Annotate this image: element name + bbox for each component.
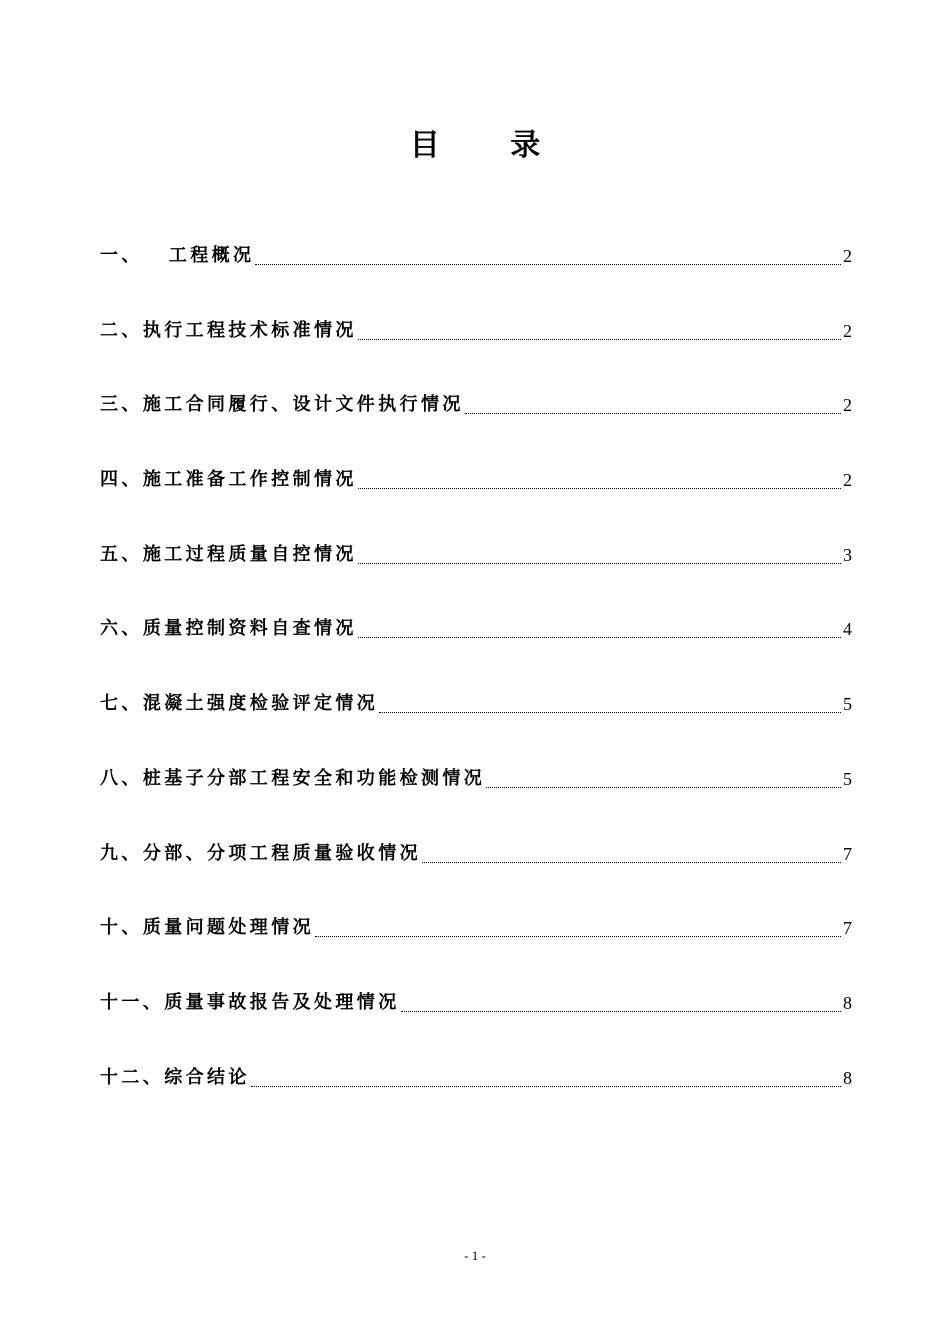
toc-entry-title xyxy=(100,315,357,347)
toc-entry[interactable] xyxy=(100,539,852,614)
toc-dot-leader xyxy=(358,613,841,638)
toc-page-number: 4 xyxy=(843,619,852,640)
toc-entry[interactable] xyxy=(100,987,852,1062)
toc-dot-leader xyxy=(255,240,841,265)
toc-entry-title xyxy=(100,688,378,720)
toc-dot-leader xyxy=(358,315,841,340)
toc-entry-number: 八、 xyxy=(100,767,143,789)
toc-entry[interactable] xyxy=(100,613,852,688)
toc-entry-title xyxy=(100,912,314,944)
toc-entry[interactable] xyxy=(100,838,852,913)
toc-entry-text: 分部、分项工程质量验收情况 xyxy=(142,842,422,864)
toc-page-number: 7 xyxy=(843,918,852,939)
toc-entry-text: 综合结论 xyxy=(164,1066,250,1088)
toc-entry[interactable] xyxy=(100,464,852,539)
toc-page-number: 2 xyxy=(843,395,852,416)
toc-entry[interactable] xyxy=(100,389,852,464)
toc-dot-leader xyxy=(465,389,841,414)
toc-entry-number: 四、 xyxy=(100,469,143,491)
toc-entry-title xyxy=(100,240,254,272)
toc-entry-title xyxy=(100,613,357,645)
toc-dot-leader xyxy=(486,763,841,788)
toc-entry-number: 二、 xyxy=(100,319,143,341)
toc-page-number: 8 xyxy=(843,1067,852,1088)
toc-entry-title xyxy=(100,987,400,1019)
toc-entry-text: 质量事故报告及处理情况 xyxy=(164,991,400,1013)
toc-entry-title xyxy=(100,389,464,421)
toc-entry-number: 一、 xyxy=(100,245,143,266)
toc-dot-leader xyxy=(379,688,841,713)
table-of-contents xyxy=(100,240,852,1136)
toc-page-number: 7 xyxy=(843,843,852,864)
toc-dot-leader xyxy=(358,539,841,564)
toc-entry-title xyxy=(100,539,357,571)
toc-page-number: 8 xyxy=(843,992,852,1013)
toc-entry-title xyxy=(100,763,485,795)
toc-entry-text: 桩基子分部工程安全和功能检测情况 xyxy=(142,767,486,789)
toc-entry-number: 十一、 xyxy=(100,991,165,1013)
toc-entry[interactable] xyxy=(100,1062,852,1137)
toc-entry-text: 混凝土强度检验评定情况 xyxy=(142,693,379,715)
toc-entry-number: 三、 xyxy=(100,394,143,416)
toc-entry-text: 施工准备工作控制情况 xyxy=(142,469,357,491)
toc-entry-text: 施工过程质量自控情况 xyxy=(142,543,357,565)
toc-dot-leader xyxy=(251,1062,841,1087)
page-number-footer: - 1 - xyxy=(464,1248,486,1263)
toc-entry[interactable] xyxy=(100,688,852,763)
toc-page-number: 5 xyxy=(843,694,852,715)
toc-entry-text: 工程概况 xyxy=(168,245,255,266)
toc-entry-number: 六、 xyxy=(100,618,143,640)
toc-dot-leader xyxy=(422,838,841,863)
toc-page-number: 2 xyxy=(843,320,852,341)
toc-entry-text: 质量问题处理情况 xyxy=(142,917,315,939)
toc-entry-number: 九、 xyxy=(100,842,143,864)
toc-entry[interactable] xyxy=(100,912,852,987)
toc-page-number: 3 xyxy=(843,544,852,565)
toc-dot-leader xyxy=(315,912,841,937)
toc-entry[interactable] xyxy=(100,240,852,315)
toc-entry[interactable] xyxy=(100,763,852,838)
page-title: 目 录 xyxy=(409,128,571,163)
toc-page-number: 2 xyxy=(843,246,852,266)
toc-entry-number: 十、 xyxy=(100,917,143,939)
toc-page-number: 5 xyxy=(843,768,852,789)
toc-entry-number: 五、 xyxy=(100,543,143,565)
toc-entry-number: 七、 xyxy=(100,693,143,715)
toc-entry-title xyxy=(100,1062,250,1094)
toc-entry-title xyxy=(100,464,357,496)
toc-entry-text: 执行工程技术标准情况 xyxy=(142,319,357,341)
toc-entry-text: 质量控制资料自查情况 xyxy=(142,618,357,640)
toc-dot-leader xyxy=(358,464,841,489)
toc-entry-text: 施工合同履行、设计文件执行情况 xyxy=(142,394,464,416)
toc-page-number: 2 xyxy=(843,470,852,491)
toc-entry-number: 十二、 xyxy=(100,1066,165,1088)
toc-dot-leader xyxy=(401,987,841,1012)
toc-entry-title xyxy=(100,838,421,870)
toc-entry[interactable] xyxy=(100,315,852,390)
